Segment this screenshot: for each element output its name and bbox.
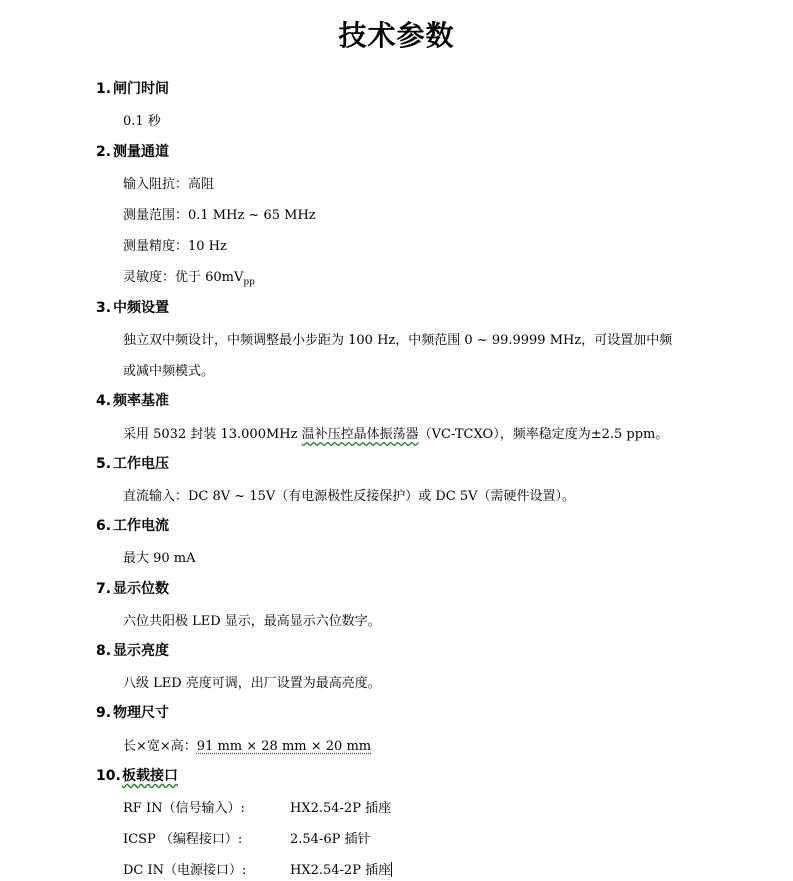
- interface-dc-in-value: HX2.54-2P 插座: [290, 863, 392, 878]
- gate-time-value: 0.1 秒: [123, 114, 161, 129]
- measure-range: 测量范围：0.1 MHz ~ 65 MHz: [123, 208, 316, 223]
- section-heading-voltage: 5. 工作电压: [96, 456, 169, 472]
- dimensions-desc: 长×宽×高：91 mm × 28 mm × 20 mm: [123, 739, 372, 754]
- section-heading-current: 6. 工作电流: [96, 518, 169, 534]
- sensitivity: 灵敏度：优于 $60mV_{pp}$: [123, 270, 255, 288]
- text-cursor: [391, 862, 392, 877]
- interface-rf-in-label: RF IN（信号输入）:: [123, 801, 245, 816]
- input-impedance: 输入阻抗：高阻: [123, 177, 215, 192]
- current-value: 最大 90 mA: [123, 551, 196, 566]
- section-heading-display-digits: 7. 显示位数: [96, 581, 169, 597]
- interface-rf-in-value: HX2.54-2P 插座: [290, 801, 392, 816]
- section-heading-brightness: 8. 显示亮度: [96, 643, 169, 659]
- voltage-desc: 直流输入：DC 8V ~ 15V（有电源极性反接保护）或 DC 5V（需硬件设置）。: [123, 489, 576, 504]
- section-heading-dimensions: 9. 物理尺寸: [96, 705, 169, 721]
- interface-dc-in-label: DC IN（电源接口）:: [123, 863, 247, 878]
- if-setting-line-1: 独立双中频设计，中频调整最小步距为 100 Hz，中频范围 0 ~ 99.9999 MHz，可设置加中频: [123, 333, 673, 348]
- section-heading-freq-reference: 4. 频率基准: [96, 393, 169, 409]
- section-heading-interfaces: 10.板载接口: [96, 768, 178, 784]
- measure-precision: 测量精度：10 Hz: [123, 239, 227, 254]
- page-title: 技术参数: [338, 19, 455, 52]
- freq-reference-desc: 采用 5032 封装 13.000MHz 温补压控晶体振荡器（VC-TCXO），频率稳定度为±2.5 ppm。: [123, 427, 669, 442]
- interface-icsp-value: 2.54-6P 插针: [290, 832, 371, 847]
- brightness-desc: 八级 LED 亮度可调，出厂设置为最高亮度。: [123, 676, 381, 691]
- section-heading-if-setting: 3. 中频设置: [96, 300, 169, 316]
- section-heading-measure-channel: 2. 测量通道: [96, 144, 169, 160]
- interface-icsp-label: ICSP （编程接口）:: [123, 832, 243, 847]
- display-digits-desc: 六位共阳极 LED 显示，最高显示六位数字。: [123, 614, 381, 629]
- if-setting-line-2: 或减中频模式。: [123, 364, 215, 379]
- section-heading-gate-time: 1. 闸门时间: [96, 81, 169, 97]
